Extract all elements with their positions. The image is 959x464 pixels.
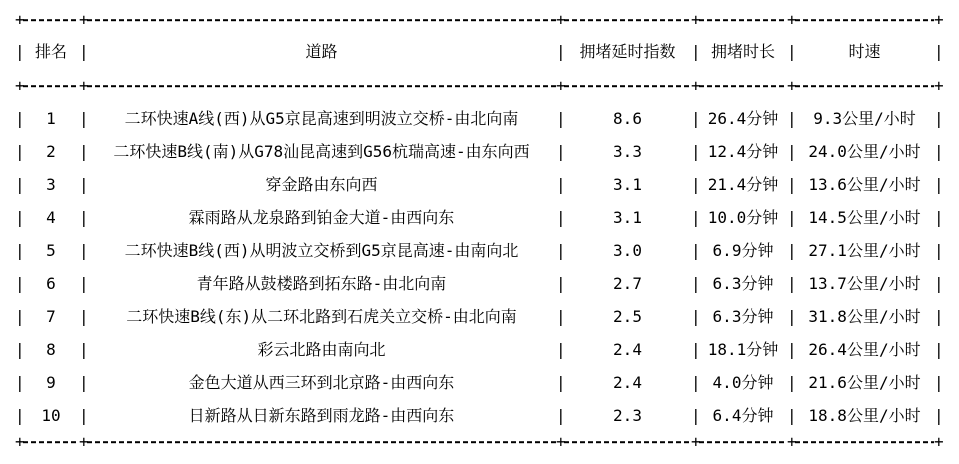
table-row	[0, 366, 959, 399]
dashed-border-segment	[564, 441, 691, 443]
congestion-duration-value: 10.0分钟	[707, 208, 779, 227]
speed-value: 14.5公里/小时	[808, 208, 921, 227]
delay-index-value: 3.1	[613, 175, 642, 194]
road-name: 二环快速B线(西)从明波立交桥到G5京昆高速-由南向北	[124, 241, 519, 260]
road-name: 霖雨路从龙泉路到铂金大道-由西向东	[188, 208, 455, 227]
plus-intersection	[934, 70, 944, 102]
column-separator-pipe	[934, 399, 944, 432]
dashed-border-segment	[795, 85, 934, 87]
speed-value: 24.0公里/小时	[808, 142, 921, 161]
road-name: 金色大道从西三环到北京路-由西向东	[188, 373, 455, 392]
dashed-border-segment	[87, 441, 556, 443]
dashed-border-segment	[23, 441, 79, 443]
col-header-road: 道路	[305, 42, 338, 61]
speed-value: 27.1公里/小时	[808, 241, 921, 260]
column-separator-pipe	[934, 102, 944, 135]
delay-index-value: 3.1	[613, 208, 642, 227]
table-row	[0, 399, 959, 432]
speed-value: 31.8公里/小时	[808, 307, 921, 326]
table-border-header	[0, 70, 959, 102]
congestion-duration-value: 6.3分钟	[712, 307, 774, 326]
delay-index-value: 2.3	[613, 406, 642, 425]
rank-value: 2	[46, 142, 56, 161]
rank-value: 8	[46, 340, 56, 359]
road-name: 彩云北路由南向北	[257, 340, 386, 359]
column-separator-pipe	[934, 333, 944, 366]
delay-index-value: 3.0	[613, 241, 642, 260]
column-separator-pipe	[934, 300, 944, 333]
rank-value: 1	[46, 109, 56, 128]
delay-index-value: 2.4	[613, 373, 642, 392]
column-separator-pipe	[934, 366, 944, 399]
col-header-delay-index: 拥堵延时指数	[579, 42, 676, 61]
congestion-duration-value: 26.4分钟	[707, 109, 779, 128]
col-header-rank: 排名	[34, 42, 67, 61]
dashed-border-segment	[795, 441, 934, 443]
column-separator-pipe	[934, 267, 944, 300]
congestion-duration-value: 12.4分钟	[707, 142, 779, 161]
col-header-speed: 时速	[848, 42, 881, 61]
delay-index-value: 2.7	[613, 274, 642, 293]
speed-value: 13.6公里/小时	[808, 175, 921, 194]
dashed-border-segment	[87, 85, 556, 87]
road-name: 穿金路由东向西	[265, 175, 378, 194]
dashed-border-segment	[564, 85, 691, 87]
dashed-border-segment	[699, 85, 787, 87]
dashed-border-segment	[699, 19, 787, 21]
table-row	[0, 168, 959, 201]
table-header-row	[0, 34, 959, 70]
column-separator-pipe	[934, 34, 944, 70]
congestion-duration-value: 18.1分钟	[707, 340, 779, 359]
delay-index-value: 2.4	[613, 340, 642, 359]
speed-value: 13.7公里/小时	[808, 274, 921, 293]
delay-index-value: 8.6	[613, 109, 642, 128]
dashed-border-segment	[699, 441, 787, 443]
column-separator-pipe	[934, 234, 944, 267]
col-header-duration: 拥堵时长	[710, 42, 775, 61]
speed-value: 21.6公里/小时	[808, 373, 921, 392]
rank-value: 7	[46, 307, 56, 326]
delay-index-value: 2.5	[613, 307, 642, 326]
dashed-border-segment	[87, 19, 556, 21]
column-separator-pipe	[934, 168, 944, 201]
column-separator-pipe	[934, 135, 944, 168]
table-row	[0, 201, 959, 234]
road-name: 青年路从鼓楼路到拓东路-由北向南	[196, 274, 447, 293]
rank-value: 3	[46, 175, 56, 194]
table-border-bottom	[0, 432, 959, 452]
road-name: 二环快速B线(东)从二环北路到石虎关立交桥-由北向南	[126, 307, 517, 326]
speed-value: 18.8公里/小时	[808, 406, 921, 425]
column-separator-pipe	[934, 201, 944, 234]
plus-intersection	[934, 6, 944, 34]
congestion-duration-value: 21.4分钟	[707, 175, 779, 194]
speed-value: 26.4公里/小时	[808, 340, 921, 359]
rank-value: 9	[46, 373, 56, 392]
table-row	[0, 333, 959, 366]
table-row	[0, 135, 959, 168]
table-border-top	[0, 6, 959, 34]
rank-value: 6	[46, 274, 56, 293]
rank-value: 10	[41, 406, 61, 425]
road-name: 二环快速B线(南)从G78汕昆高速到G56杭瑞高速-由东向西	[113, 142, 530, 161]
congestion-duration-value: 6.4分钟	[712, 406, 774, 425]
delay-index-value: 3.3	[613, 142, 642, 161]
congestion-duration-value: 4.0分钟	[712, 373, 774, 392]
rank-value: 5	[46, 241, 56, 260]
table-row	[0, 102, 959, 135]
congestion-duration-value: 6.9分钟	[712, 241, 774, 260]
rank-value: 4	[46, 208, 56, 227]
speed-value: 9.3公里/小时	[813, 109, 916, 128]
congestion-duration-value: 6.3分钟	[712, 274, 774, 293]
road-name: 二环快速A线(西)从G5京昆高速到明波立交桥-由北向南	[124, 109, 519, 128]
dashed-border-segment	[795, 19, 934, 21]
table-row	[0, 234, 959, 267]
dashed-border-segment	[23, 19, 79, 21]
dashed-border-segment	[23, 85, 79, 87]
table-row	[0, 267, 959, 300]
plus-intersection	[934, 432, 944, 452]
table-row	[0, 300, 959, 333]
dashed-border-segment	[564, 19, 691, 21]
road-name: 日新路从日新东路到雨龙路-由西向东	[188, 406, 455, 425]
